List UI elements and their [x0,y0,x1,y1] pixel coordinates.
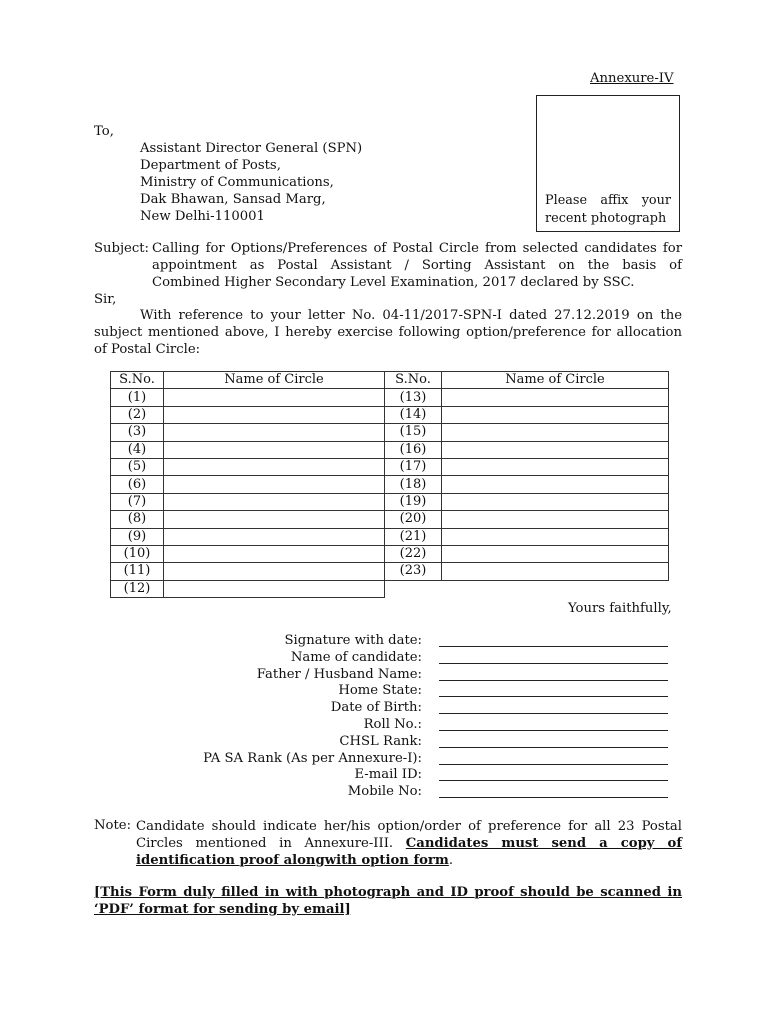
salutation: Sir, [94,292,117,307]
sno-cell: (7) [111,493,164,510]
sno-cell: (13) [385,389,442,406]
table-row [111,389,669,406]
field-label: Name of candidate: [290,649,422,665]
field-blank-line[interactable] [439,768,668,781]
note-emphasis: Candidates must send a copy of identification proof alongwith option form [136,836,682,868]
sno-cell: (10) [111,545,164,562]
sno-cell: (1) [111,389,164,406]
header-sno: S.No. [385,372,442,389]
sno-cell: (21) [385,528,442,545]
field-label: PA SA Rank (As per Annexure-I): [203,750,422,766]
sno-cell: (8) [111,511,164,528]
circle-name-cell[interactable] [442,476,669,493]
subject-line: Combined Higher Secondary Level Examination, 2017 declared by SSC. [152,275,635,290]
header-circle-name: Name of Circle [164,372,385,389]
annexure-label: Annexure-IV [590,71,674,86]
circle-name-cell[interactable] [442,424,669,441]
table-row [111,580,669,597]
circle-name-cell[interactable] [164,458,385,475]
footer-instruction: [This Form duly filled in with photograph and ID proof should be scanned in ‘PDF’ format for sending by email] [94,885,682,917]
field-blank-line[interactable] [439,752,668,765]
circle-name-cell[interactable] [164,476,385,493]
field-label: Date of Birth: [330,700,422,716]
sno-cell: (11) [111,563,164,580]
field-label: Signature with date: [284,633,422,648]
note-label: Note: [94,818,132,833]
sno-cell: (20) [385,511,442,528]
sno-cell: (14) [385,406,442,423]
table-row [111,476,669,493]
table-row [111,406,669,423]
photo-box-text: Please affix your recent photograph [545,193,671,226]
field-blank-line[interactable] [439,785,668,798]
sno-cell: (15) [385,424,442,441]
circle-name-cell[interactable] [442,493,669,510]
field-label: Mobile No: [347,784,422,800]
sno-cell: (23) [385,563,442,580]
field-blank-line[interactable] [439,668,668,681]
field-blank-line[interactable] [439,701,668,714]
circle-name-cell[interactable] [164,580,385,597]
header-circle-name: Name of Circle [442,372,669,389]
table-row [111,424,669,441]
sno-cell: (5) [111,458,164,475]
table-row [111,458,669,475]
field-blank-line[interactable] [439,634,668,647]
circle-name-cell[interactable] [164,493,385,510]
field-blank-line[interactable] [439,651,668,664]
field-label: CHSL Rank: [339,733,422,749]
subject-line: Calling for Options/Preferences of Postal Circle from selected candidates for [152,241,682,256]
address-line: Ministry of Communications, [140,175,334,190]
subject-label: Subject: [94,241,149,256]
sno-cell: (16) [385,441,442,458]
to-label: To, [94,124,114,139]
circle-name-cell[interactable] [164,406,385,423]
reference-line: of Postal Circle: [94,342,201,357]
reference-line: subject mentioned above, I hereby exercise following option/preference for allocation [94,325,682,340]
sno-cell: (6) [111,476,164,493]
subject-line: appointment as Postal Assistant / Sorting Assistant on the basis of [152,258,682,273]
empty-cell [385,580,669,597]
sno-cell: (12) [111,580,164,597]
address-line: Assistant Director General (SPN) [140,141,363,156]
note-text: Candidate should indicate her/his option/order of preference for all 23 Postal Circles mentioned in Annexure-III. Candidates must send a copy of identification proof alongwith option form. [136,819,682,868]
field-blank-line[interactable] [439,684,668,697]
table-row [111,493,669,510]
field-label: Home State: [338,683,422,699]
table-row [111,563,669,580]
circle-name-cell[interactable] [164,545,385,562]
sno-cell: (2) [111,406,164,423]
table-row [111,528,669,545]
sno-cell: (3) [111,424,164,441]
field-label: E-mail ID: [354,767,422,783]
circle-name-cell[interactable] [164,563,385,580]
header-sno: S.No. [111,372,164,389]
circle-name-cell[interactable] [442,563,669,580]
circle-name-cell[interactable] [164,511,385,528]
sno-cell: (4) [111,441,164,458]
circle-name-cell[interactable] [442,545,669,562]
sno-cell: (19) [385,493,442,510]
preference-table [110,371,669,598]
circle-name-cell[interactable] [442,389,669,406]
circle-name-cell[interactable] [442,528,669,545]
field-blank-line[interactable] [439,735,668,748]
sno-cell: (9) [111,528,164,545]
reference-line: With reference to your letter No. 04-11/2017-SPN-I dated 27.12.2019 on the [140,308,682,323]
closing: Yours faithfully, [568,601,672,616]
field-blank-line[interactable] [439,718,668,731]
field-label: Roll No.: [363,717,422,732]
sno-cell: (22) [385,545,442,562]
table-row [111,545,669,562]
circle-name-cell[interactable] [442,406,669,423]
photo-box [536,95,680,232]
sno-cell: (18) [385,476,442,493]
circle-name-cell[interactable] [442,441,669,458]
address-line: Department of Posts, [140,158,281,173]
table-header-row [111,372,669,389]
sno-cell: (17) [385,458,442,475]
circle-name-cell[interactable] [442,458,669,475]
circle-name-cell[interactable] [164,441,385,458]
address-line: New Delhi-110001 [140,209,265,224]
table-row [111,511,669,528]
circle-name-cell[interactable] [164,528,385,545]
circle-name-cell[interactable] [164,389,385,406]
circle-name-cell[interactable] [164,424,385,441]
field-label: Father / Husband Name: [256,666,422,682]
address-line: Dak Bhawan, Sansad Marg, [140,192,326,207]
table-row [111,441,669,458]
circle-name-cell[interactable] [442,511,669,528]
